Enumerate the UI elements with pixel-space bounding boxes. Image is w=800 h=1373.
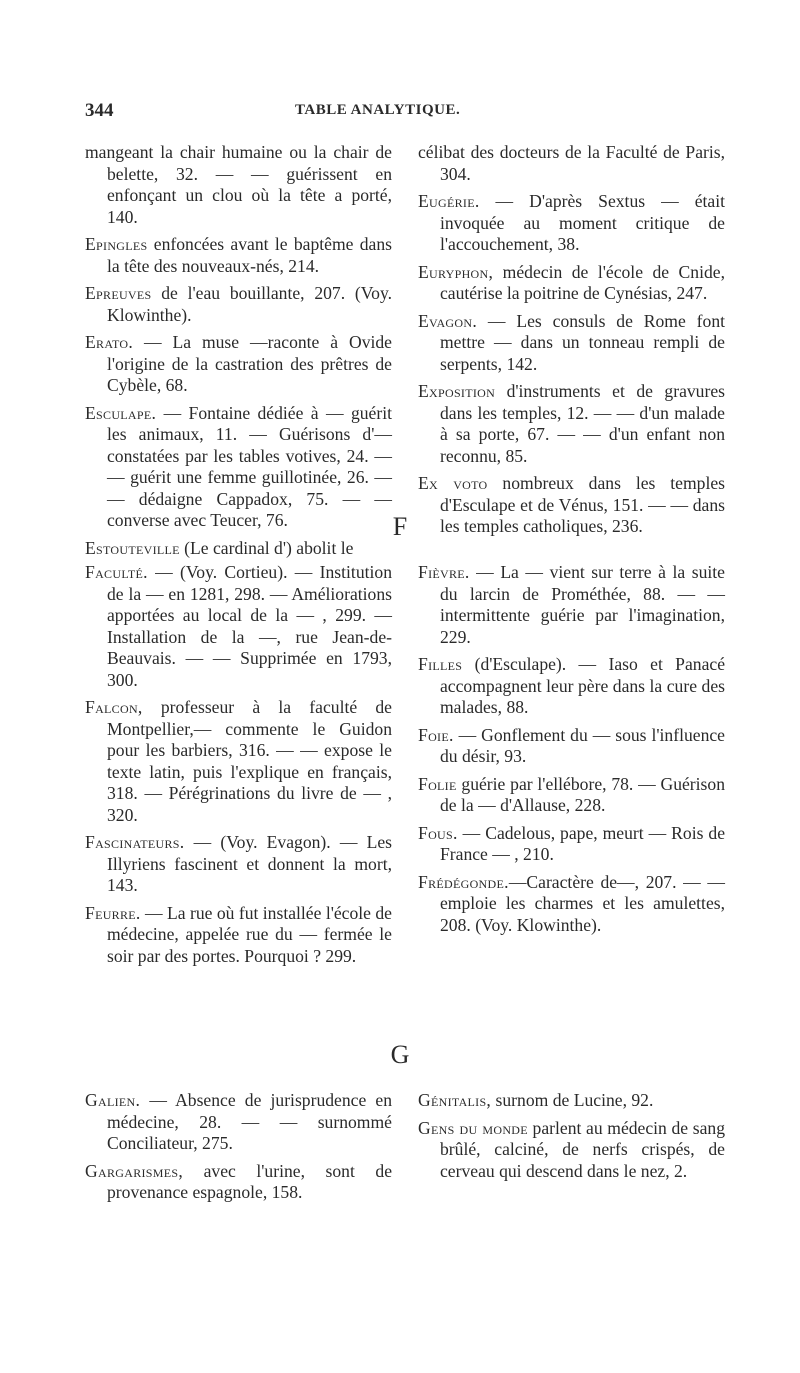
index-entry: Gens du monde parlent au médecin de sang brûlé, calciné, de nerfs crispés, de cerveau qui descend dans le nez, 2.: [418, 1117, 725, 1181]
left-column: [85, 1090, 392, 1210]
right-column: [418, 1090, 725, 1210]
running-head: TABLE ANALYTIQUE.: [295, 102, 461, 118]
index-entry: Folie guérie par l'ellébore, 78. — Guérison de la — d'Allause, 228.: [418, 773, 725, 815]
index-entry: Feurre. — La rue où fut installée l'école de médecine, appelée rue du — fermée le soir par des portes. Pourquoi ? 299.: [85, 902, 392, 966]
section-e: [85, 142, 725, 565]
left-column: [85, 562, 392, 973]
index-entry: Evagon. — Les consuls de Rome font mettre — dans un tonneau rempli de serpents, 142.: [418, 310, 725, 374]
index-entry: mangeant la chair humaine ou la chair de belette, 32. — — guérissent en enfonçant un clou où la tête a porté, 140.: [85, 142, 392, 227]
index-entry: Eugérie. — D'après Sextus — était invoquée au moment critique de l'accouchement, 38.: [418, 191, 725, 254]
left-column: [85, 142, 392, 565]
right-column: [418, 142, 725, 565]
page-number: 344: [85, 100, 114, 121]
index-entry: Erato. — La muse —raconte à Ovide l'origine de la castration des prêtres de Cybèle, 68.: [85, 332, 392, 395]
index-entry: Esculape. — Fontaine dédiée à — guérit les animaux, 11. — Guérisons d'—constatées par les tables votives, 24. — — guérit une femme guillotinée, 26. — — dédaigne Cappadox, 75. — — converse avec Teucer, 76.: [85, 402, 392, 530]
section-g: [85, 1090, 725, 1210]
section-f: [85, 562, 725, 973]
index-entry: Estouteville (Le cardinal d') abolit le: [85, 537, 354, 558]
index-entry: Galien. — Absence de jurisprudence en médecine, 28. — — surnommé Conciliateur, 275.: [85, 1090, 392, 1153]
index-entry: Epreuves de l'eau bouillante, 207. (Voy. Klowinthe).: [85, 283, 392, 325]
index-entry: Faculté. — (Voy. Cortieu). — Institution de la — en 1281, 298. — Améliorations apportées au local de la — , 299. — Installation de la —, rue Jean-de-Beauvais. — — Supprimée en 1793, 300.: [85, 562, 392, 690]
index-entry: Fascinateurs. — (Voy. Evagon). — Les Illyriens fascinent et donnent la mort, 143.: [85, 832, 392, 895]
index-entry: Euryphon, médecin de l'école de Cnide, cautérise la poitrine de Cynésias, 247.: [418, 261, 725, 303]
index-entry: Fièvre. — La — vient sur terre à la suite du larcin de Prométhée, 88. — — intermittente guérie par l'imagination, 229.: [418, 562, 725, 647]
index-entry: célibat des docteurs de la Faculté de Paris, 304.: [418, 142, 725, 184]
index-entry: Epingles enfoncées avant le baptême dans la tête des nouveaux-nés, 214.: [85, 234, 392, 276]
page-header: [85, 100, 720, 124]
right-column: [418, 562, 725, 973]
index-entry: Génitalis, surnom de Lucine, 92.: [418, 1090, 654, 1110]
index-entry: Frédégonde.—Caractère de—, 207. — — emploie les charmes et les amulettes, 208. (Voy. Klowinthe).: [418, 871, 725, 935]
section-letter-g: G: [390, 1040, 410, 1069]
index-entry: Ex voto nombreux dans les temples d'Esculape et de Vénus, 151. — — dans les temples catholiques, 236.: [418, 473, 725, 536]
index-entry: Falcon, professeur à la faculté de Montpellier,— commente le Guidon pour les barbiers, 316. — — expose le texte latin, puis l'explique en français, 318. — Pérégrinations du livre de — , 320.: [85, 697, 392, 825]
index-entry: Foie. — Gonflement du — sous l'influence du désir, 93.: [418, 724, 725, 766]
index-entry: Exposition d'instruments et de gravures dans les temples, 12. — — d'un malade à sa porte, 67. — — d'un enfant non reconnu, 85.: [418, 381, 725, 466]
section-letter-f: F: [392, 512, 408, 541]
index-entry: Gargarismes, avec l'urine, sont de provenance espagnole, 158.: [85, 1160, 392, 1202]
index-entry: Fous. — Cadelous, pape, meurt — Rois de France — , 210.: [418, 822, 725, 864]
index-entry: Filles (d'Esculape). — Iaso et Panacé accompagnent leur père dans la cure des malades, 88.: [418, 654, 725, 717]
